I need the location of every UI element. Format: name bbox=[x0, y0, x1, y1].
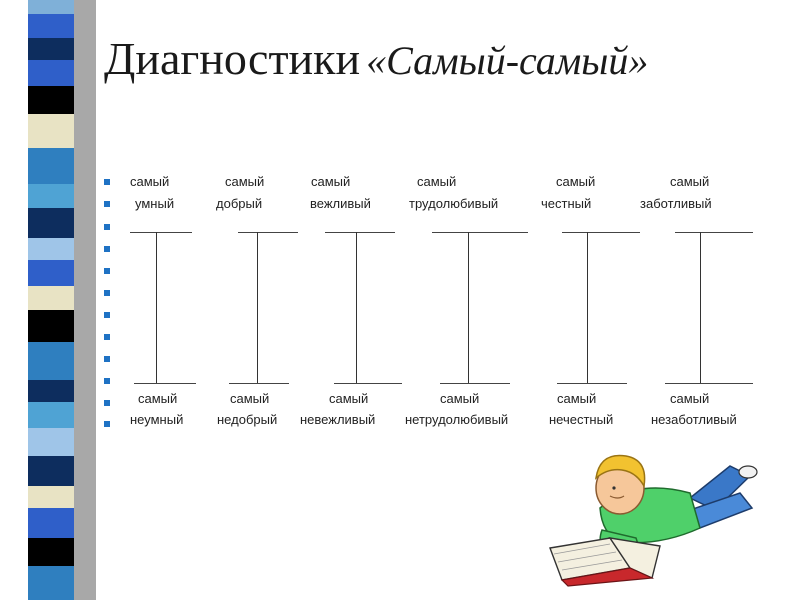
scale-axis bbox=[356, 232, 357, 383]
scale-bottom-line bbox=[440, 383, 510, 384]
bullet-marker bbox=[104, 179, 110, 185]
stripe-shadow bbox=[74, 0, 96, 600]
title-quote: «Самый-самый» bbox=[366, 38, 649, 83]
scale-top-adjective: честный bbox=[541, 196, 592, 211]
scale-top-word: самый bbox=[225, 174, 265, 189]
scale-bottom-line bbox=[229, 383, 289, 384]
bullet-marker bbox=[104, 334, 110, 340]
scale-bottom-word: самый bbox=[230, 391, 270, 406]
scale-axis bbox=[156, 232, 157, 383]
bullet-marker bbox=[104, 400, 110, 406]
scale-top-adjective: умный bbox=[135, 196, 175, 211]
bullet-marker bbox=[104, 246, 110, 252]
scale-bottom-word: самый bbox=[670, 391, 710, 406]
scale-axis bbox=[700, 232, 701, 383]
scale-top-line bbox=[238, 232, 298, 233]
bullet-marker bbox=[104, 378, 110, 384]
scale-bottom-word: самый bbox=[557, 391, 597, 406]
bullet-marker bbox=[104, 268, 110, 274]
bullet-marker bbox=[104, 201, 110, 207]
scale-bottom-adjective: нечестный bbox=[549, 412, 614, 427]
scale-top-adjective: добрый bbox=[216, 196, 263, 211]
scale-bottom-adjective: невежливый bbox=[300, 412, 376, 427]
decorative-stripe-bar bbox=[28, 0, 74, 600]
scale-top-line bbox=[432, 232, 528, 233]
scale-axis bbox=[587, 232, 588, 383]
scale-top-adjective: трудолюбивый bbox=[409, 196, 499, 211]
slide-title bbox=[104, 32, 648, 85]
scale-top-word: самый bbox=[417, 174, 457, 189]
scale-top-word: самый bbox=[130, 174, 170, 189]
scale-top-line bbox=[562, 232, 640, 233]
scale-top-line bbox=[130, 232, 192, 233]
scale-bottom-line bbox=[334, 383, 402, 384]
scale-bottom-line bbox=[134, 383, 196, 384]
scale-bottom-word: самый bbox=[138, 391, 178, 406]
scale-bottom-line bbox=[665, 383, 753, 384]
scale-top-word: самый bbox=[311, 174, 351, 189]
scale-bottom-adjective: незаботливый bbox=[651, 412, 737, 427]
scale-axis bbox=[468, 232, 469, 383]
scale-bottom-adjective: нетрудолюбивый bbox=[405, 412, 509, 427]
bullet-marker bbox=[104, 312, 110, 318]
title-main: Диагностики bbox=[104, 33, 361, 84]
scale-bottom-word: самый bbox=[329, 391, 369, 406]
scale-bottom-line bbox=[557, 383, 627, 384]
bullet-marker bbox=[104, 421, 110, 427]
bullet-marker bbox=[104, 290, 110, 296]
scale-top-line bbox=[675, 232, 753, 233]
scale-bottom-adjective: недобрый bbox=[217, 412, 278, 427]
scale-top-adjective: заботливый bbox=[640, 196, 712, 211]
scale-top-adjective: вежливый bbox=[310, 196, 371, 211]
boy-reading-clipart bbox=[540, 438, 760, 588]
bullet-marker bbox=[104, 224, 110, 230]
scale-top-word: самый bbox=[670, 174, 710, 189]
scale-top-word: самый bbox=[556, 174, 596, 189]
bullet-marker bbox=[104, 356, 110, 362]
scale-top-line bbox=[325, 232, 395, 233]
scale-axis bbox=[257, 232, 258, 383]
scale-bottom-word: самый bbox=[440, 391, 480, 406]
scale-bottom-adjective: неумный bbox=[130, 412, 184, 427]
